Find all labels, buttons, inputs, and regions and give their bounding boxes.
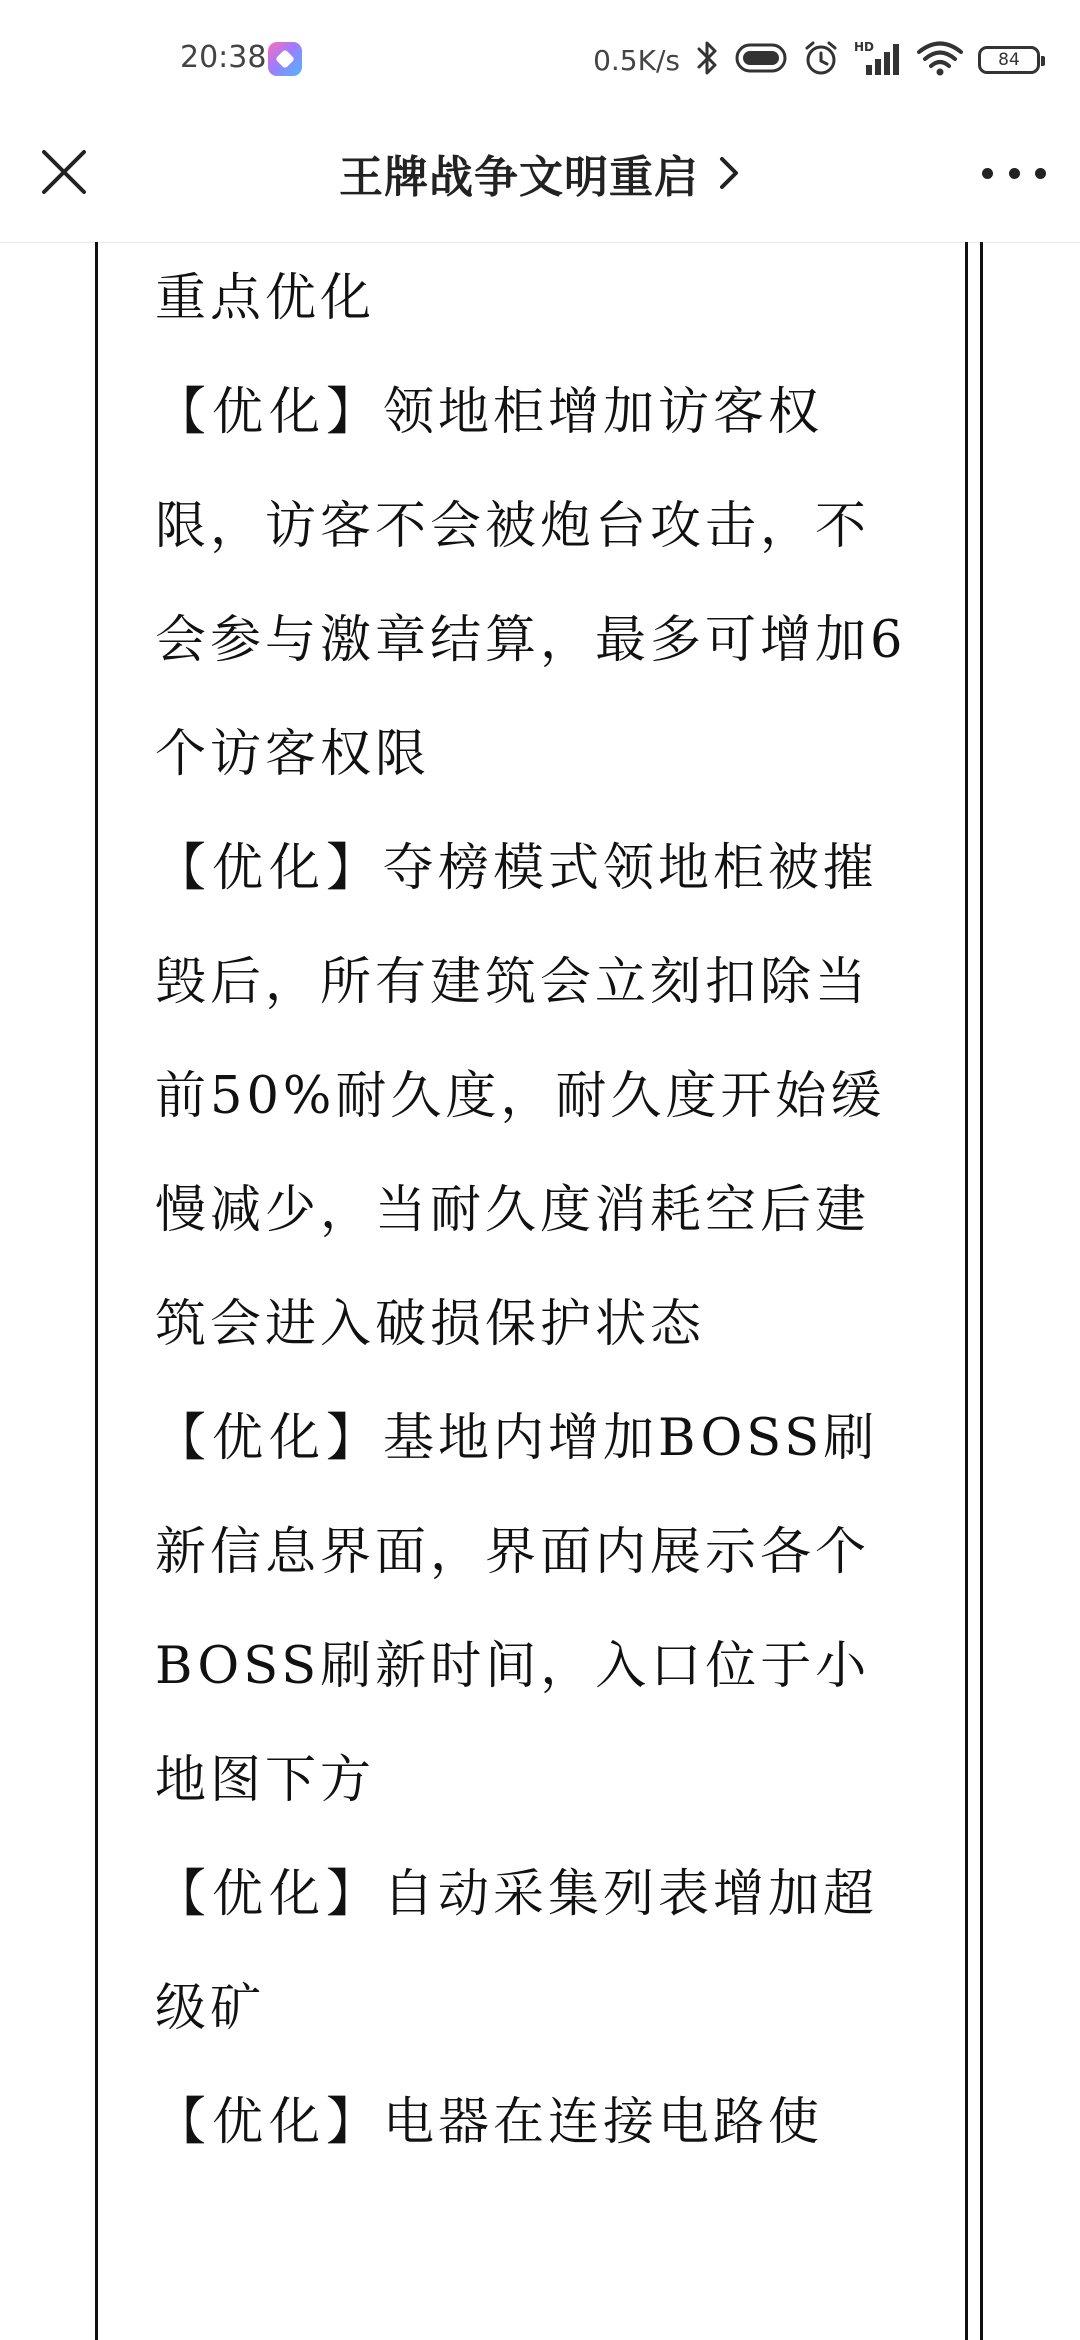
alarm-icon <box>802 39 840 81</box>
net-speed: 0.5K/s <box>593 43 680 77</box>
section-heading: 重点优化 <box>155 269 376 328</box>
paragraph-text: 夺榜模式领地柜被摧毁后，所有建筑会立刻扣除当前50%耐久度，耐久度开始缓慢减少，当耐久度消耗空后建筑会进入破损保护状态 <box>155 839 886 1354</box>
status-time: 20:38 <box>180 40 267 75</box>
more-icon-dot <box>982 168 993 179</box>
article-paragraph <box>155 356 915 812</box>
paragraph-text: 领地柜增加访客权限，访客不会被炮台攻击，不会参与激章结算，最多可增加6个访客权限 <box>155 383 907 784</box>
page-title: 王牌战争文明重启 <box>339 152 699 203</box>
paragraph-text: 基地内增加BOSS刷新信息界面，界面内展示各个BOSS刷新时间，入口位于小地图下方 <box>155 1409 879 1810</box>
article-paragraph <box>155 1382 915 1838</box>
article-paragraph <box>155 812 915 1382</box>
paragraph-tag: 【优化】 <box>155 839 384 898</box>
vibrate-icon <box>734 41 788 79</box>
paragraph-text: 电器在连接电路使 <box>383 2093 824 2152</box>
paragraph-tag: 【优化】 <box>155 1409 384 1468</box>
article-body <box>155 242 915 2180</box>
article-container[interactable] <box>0 242 1080 2340</box>
paragraph-text: 自动采集列表增加超级矿 <box>155 1865 879 2038</box>
frame-border-right-inner <box>965 242 968 2340</box>
more-icon-dot <box>1035 168 1046 179</box>
more-icon-dot <box>1009 168 1020 179</box>
more-button[interactable] <box>982 146 1046 200</box>
paragraph-tag: 【优化】 <box>155 383 384 442</box>
bluetooth-icon <box>696 39 720 81</box>
battery-icon <box>978 46 1040 74</box>
frame-border-left <box>95 242 98 2340</box>
page-title-button[interactable] <box>0 138 1080 208</box>
status-bar <box>0 0 1080 120</box>
wifi-icon <box>916 39 964 81</box>
status-indicators <box>593 38 1040 82</box>
frame-border-right-outer <box>980 242 983 2340</box>
hd-signal-icon <box>854 39 902 81</box>
svg-text:HD: HD <box>854 40 875 54</box>
nav-bar <box>0 120 1080 243</box>
article-paragraph <box>155 2066 915 2180</box>
chevron-right-icon <box>717 153 741 193</box>
article-paragraph <box>155 1838 915 2066</box>
paragraph-tag: 【优化】 <box>155 2093 384 2152</box>
battery-level: 84 <box>998 50 1020 70</box>
paragraph-tag: 【优化】 <box>155 1865 384 1924</box>
app-icon <box>268 42 302 76</box>
